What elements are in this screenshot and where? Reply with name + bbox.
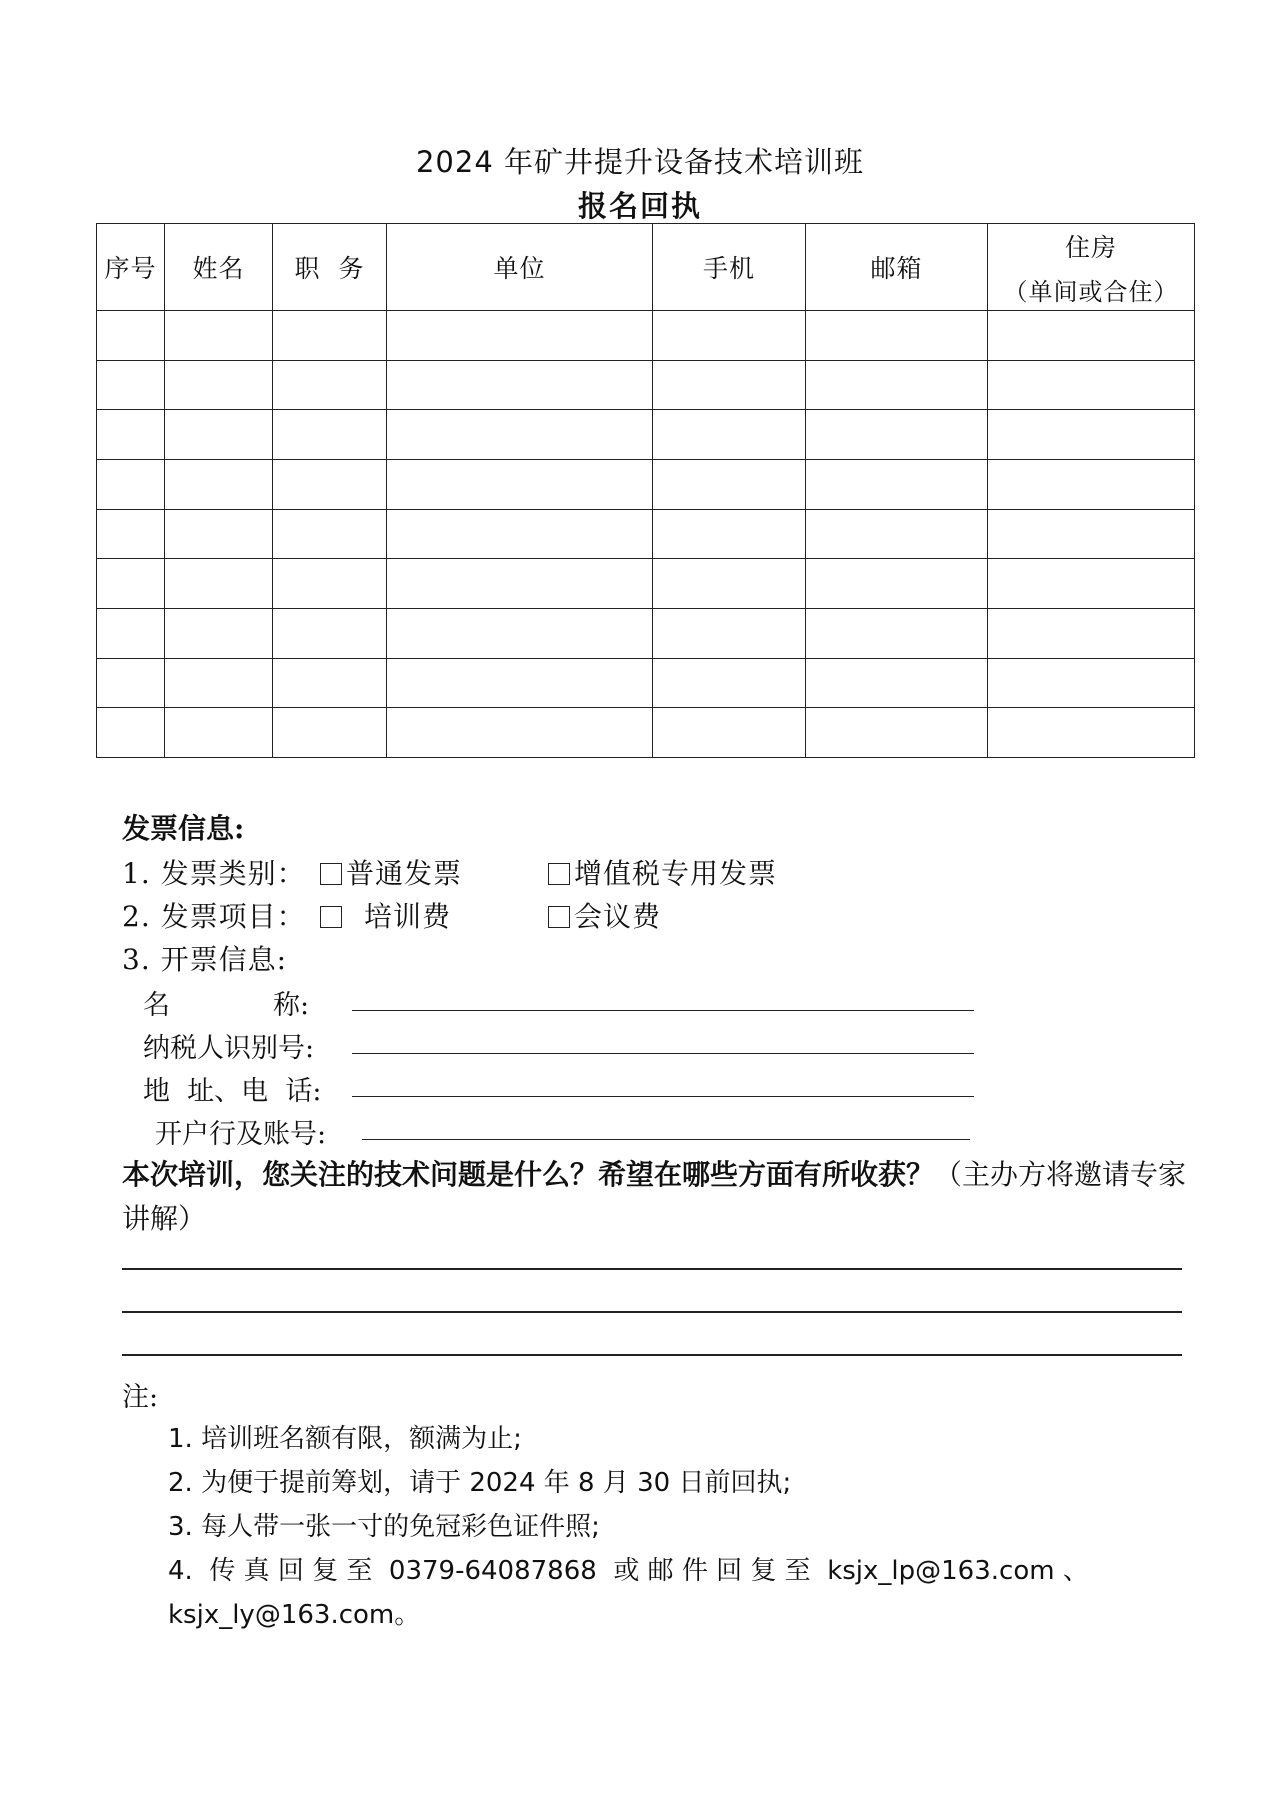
cell-name[interactable] bbox=[165, 360, 273, 410]
cell-name[interactable] bbox=[165, 459, 273, 509]
cell-housing[interactable] bbox=[988, 658, 1195, 708]
invoice-type-general-option[interactable] bbox=[320, 852, 462, 892]
feedback-question-bold: 本次培训，您关注的技术问题是什么？希望在哪些方面有所收获？ bbox=[122, 1158, 935, 1191]
cell-index[interactable] bbox=[97, 708, 165, 758]
cell-position[interactable] bbox=[273, 360, 387, 410]
invoice-item-meeting-option[interactable] bbox=[548, 895, 661, 935]
cell-name[interactable] bbox=[165, 608, 273, 658]
cell-mobile[interactable] bbox=[653, 459, 806, 509]
cell-organization[interactable] bbox=[387, 360, 653, 410]
col-header-housing bbox=[988, 224, 1195, 311]
cell-housing[interactable] bbox=[988, 509, 1195, 559]
document-subtitle: 报名回执 bbox=[577, 189, 702, 223]
invoice-item-training-label: 培训费 bbox=[364, 900, 452, 933]
cell-email[interactable] bbox=[806, 559, 988, 609]
invoice-issue-label: 3. 开票信息: bbox=[122, 943, 288, 976]
housing-label: 住房 bbox=[1064, 232, 1117, 262]
cell-mobile[interactable] bbox=[653, 559, 806, 609]
cell-index[interactable] bbox=[97, 559, 165, 609]
cell-position[interactable] bbox=[273, 311, 387, 361]
cell-email[interactable] bbox=[806, 509, 988, 559]
field-company-name-line[interactable] bbox=[352, 1010, 974, 1011]
cell-email[interactable] bbox=[806, 311, 988, 361]
checkbox-icon[interactable] bbox=[548, 906, 570, 928]
cell-position[interactable] bbox=[273, 410, 387, 460]
field-bank-account-label: 开户行及账号: bbox=[155, 1119, 327, 1150]
cell-organization[interactable] bbox=[387, 608, 653, 658]
table-row bbox=[97, 311, 1195, 361]
housing-sub-label: （单间或合住） bbox=[1003, 277, 1179, 306]
cell-email[interactable] bbox=[806, 658, 988, 708]
cell-mobile[interactable] bbox=[653, 410, 806, 460]
checkbox-icon[interactable] bbox=[320, 863, 342, 885]
table-row bbox=[97, 509, 1195, 559]
invoice-type-general-label: 普通发票 bbox=[346, 857, 463, 890]
feedback-answer-line-3[interactable] bbox=[122, 1354, 1182, 1356]
cell-index[interactable] bbox=[97, 459, 165, 509]
feedback-answer-line-1[interactable] bbox=[122, 1268, 1182, 1270]
checkbox-icon[interactable] bbox=[320, 906, 342, 928]
cell-mobile[interactable] bbox=[653, 509, 806, 559]
cell-mobile[interactable] bbox=[653, 360, 806, 410]
note-item-1: 1. 培训班名额有限，额满为止; bbox=[168, 1424, 522, 1454]
cell-housing[interactable] bbox=[988, 459, 1195, 509]
cell-position[interactable] bbox=[273, 509, 387, 559]
col-header-organization: 单位 bbox=[387, 224, 653, 311]
invoice-type-vat-option[interactable] bbox=[548, 852, 777, 892]
cell-housing[interactable] bbox=[988, 559, 1195, 609]
table-row bbox=[97, 459, 1195, 509]
field-address-phone-label: 地 址、电 话: bbox=[143, 1076, 322, 1107]
cell-housing[interactable] bbox=[988, 311, 1195, 361]
invoice-type-label: 1. 发票类别： bbox=[122, 857, 306, 890]
cell-index[interactable] bbox=[97, 311, 165, 361]
note-item-3: 3. 每人带一张一寸的免冠彩色证件照; bbox=[168, 1512, 600, 1542]
cell-position[interactable] bbox=[273, 459, 387, 509]
note-item-2: 2. 为便于提前筹划，请于 2024 年 8 月 30 日前回执; bbox=[168, 1468, 792, 1498]
cell-email[interactable] bbox=[806, 360, 988, 410]
feedback-question bbox=[122, 1153, 1192, 1241]
table-row bbox=[97, 608, 1195, 658]
col-header-mobile: 手机 bbox=[653, 224, 806, 311]
field-company-name-label: 名 称: bbox=[143, 990, 310, 1021]
cell-index[interactable] bbox=[97, 608, 165, 658]
cell-email[interactable] bbox=[806, 459, 988, 509]
cell-housing[interactable] bbox=[988, 410, 1195, 460]
cell-mobile[interactable] bbox=[653, 311, 806, 361]
cell-mobile[interactable] bbox=[653, 658, 806, 708]
checkbox-icon[interactable] bbox=[548, 863, 570, 885]
table-header-row bbox=[97, 224, 1195, 311]
cell-organization[interactable] bbox=[387, 459, 653, 509]
cell-housing[interactable] bbox=[988, 608, 1195, 658]
cell-name[interactable] bbox=[165, 658, 273, 708]
col-header-name: 姓名 bbox=[165, 224, 273, 311]
field-taxpayer-id-line[interactable] bbox=[352, 1053, 974, 1054]
registration-table bbox=[96, 223, 1195, 758]
cell-index[interactable] bbox=[97, 509, 165, 559]
col-header-email: 邮箱 bbox=[806, 224, 988, 311]
cell-mobile[interactable] bbox=[653, 708, 806, 758]
cell-housing[interactable] bbox=[988, 360, 1195, 410]
field-address-phone-line[interactable] bbox=[352, 1096, 974, 1097]
cell-position[interactable] bbox=[273, 559, 387, 609]
field-bank-account-line[interactable] bbox=[362, 1139, 970, 1140]
cell-name[interactable] bbox=[165, 509, 273, 559]
cell-name[interactable] bbox=[165, 708, 273, 758]
document-title: 2024 年矿井提升设备技术培训班 bbox=[415, 145, 865, 179]
table-row bbox=[97, 708, 1195, 758]
cell-position[interactable] bbox=[273, 608, 387, 658]
cell-organization[interactable] bbox=[387, 658, 653, 708]
cell-name[interactable] bbox=[165, 559, 273, 609]
field-taxpayer-id-label: 纳税人识别号: bbox=[143, 1033, 315, 1064]
table-row bbox=[97, 559, 1195, 609]
invoice-item-training-option[interactable] bbox=[320, 895, 451, 935]
note-item-4-continued: ksjx_ly@163.com。 bbox=[168, 1600, 421, 1630]
invoice-type-vat-label: 增值税专用发票 bbox=[574, 857, 778, 890]
cell-name[interactable] bbox=[165, 311, 273, 361]
feedback-question-note: （主办方将邀请专家讲解） bbox=[122, 1158, 1187, 1235]
cell-organization[interactable] bbox=[387, 311, 653, 361]
cell-email[interactable] bbox=[806, 608, 988, 658]
cell-email[interactable] bbox=[806, 410, 988, 460]
cell-index[interactable] bbox=[97, 360, 165, 410]
cell-organization[interactable] bbox=[387, 559, 653, 609]
cell-organization[interactable] bbox=[387, 410, 653, 460]
table-row bbox=[97, 360, 1195, 410]
table-row bbox=[97, 410, 1195, 460]
cell-position[interactable] bbox=[273, 708, 387, 758]
invoice-item-label: 2. 发票项目： bbox=[122, 900, 306, 933]
feedback-answer-line-2[interactable] bbox=[122, 1311, 1182, 1313]
cell-organization[interactable] bbox=[387, 708, 653, 758]
cell-mobile[interactable] bbox=[653, 608, 806, 658]
table-row bbox=[97, 658, 1195, 708]
cell-housing[interactable] bbox=[988, 708, 1195, 758]
cell-position[interactable] bbox=[273, 658, 387, 708]
cell-organization[interactable] bbox=[387, 509, 653, 559]
cell-name[interactable] bbox=[165, 410, 273, 460]
notes-heading: 注: bbox=[122, 1382, 159, 1413]
invoice-item-meeting-label: 会议费 bbox=[574, 900, 662, 933]
cell-index[interactable] bbox=[97, 658, 165, 708]
col-header-position: 职 务 bbox=[273, 224, 387, 311]
cell-index[interactable] bbox=[97, 410, 165, 460]
note-item-4: 4. 传 真 回 复 至 0379-64087868 或 邮 件 回 复 至 ksjx_lp@163.com 、 bbox=[168, 1556, 1089, 1586]
cell-email[interactable] bbox=[806, 708, 988, 758]
col-header-index: 序号 bbox=[97, 224, 165, 311]
invoice-heading: 发票信息: bbox=[122, 812, 245, 845]
